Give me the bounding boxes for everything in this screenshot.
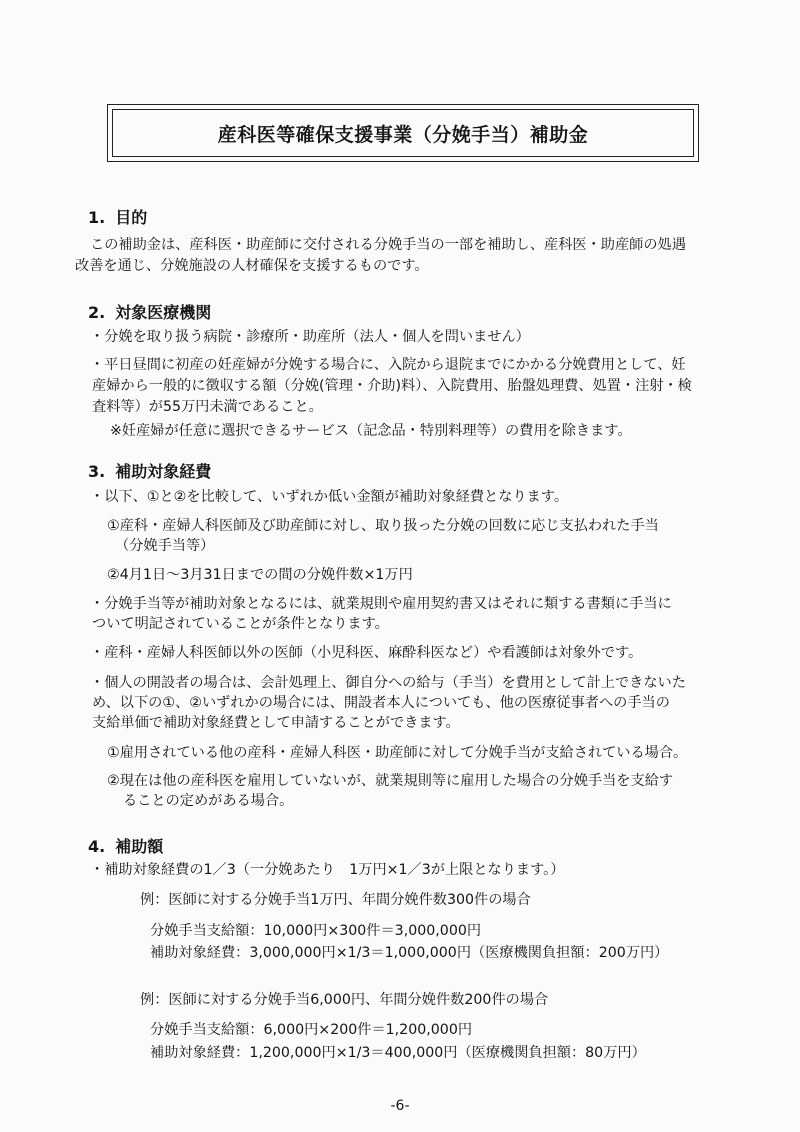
- section-3-bullet-4-line-2: め、以下の①、②いずれかの場合には、開設者本人についても、他の医療従事者への手当の: [92, 695, 670, 711]
- section-3-case-2-line-2: ることの定めがある場合。: [123, 793, 294, 809]
- example-2-title: 例：医師に対する分娩手当6,000円、年間分娩件数200件の場合: [140, 992, 549, 1008]
- section-1-body-line-1: この補助金は、産科医・助産師に交付される分娩手当の一部を補助し、産科医・助産師の処遇: [90, 237, 686, 253]
- section-3-bullet-2-line-1: ・分娩手当等が補助対象となるには、就業規則や雇用契約書又はそれに類する書類に手当に: [90, 596, 672, 612]
- page-number: -6-: [390, 1098, 410, 1114]
- section-3-bullet-3: ・産科・産婦人科医師以外の医師（小児科医、麻酔科医など）や看護師は対象外です。: [90, 645, 643, 661]
- section-4-heading: 4. 補助額: [88, 837, 164, 856]
- section-2-bullet-2-line-2: 産婦から一般的に徴収する額（分娩(管理・介助)料）、入院費用、胎盤処理費、処置・注射・検: [92, 378, 692, 394]
- section-3-item-2: ②4月1日～3月31日までの間の分娩件数×1万円: [107, 567, 413, 583]
- title-box: [107, 104, 699, 162]
- section-2-bullet-2-line-1: ・平日昼間に初産の妊産婦が分娩する場合に、入院から退院までにかかる分娩費用として、妊: [90, 357, 686, 373]
- section-2-bullet-2-line-3: 査料等）が55万円未満であること。: [92, 399, 323, 415]
- section-2-note: ※妊産婦が任意に選択できるサービス（記念品・特別料理等）の費用を除きます。: [110, 423, 632, 439]
- section-3-case-2-line-1: ②現在は他の産科医を雇用していないが、就業規則等に雇用した場合の分娩手当を支給す: [107, 773, 674, 789]
- section-3-bullet-4-line-3: 支給単価で補助対象経費として申請することができます。: [92, 715, 460, 731]
- section-3-case-1: ①雇用されている他の産科・産婦人科医・助産師に対して分娩手当が支給されている場合。: [107, 745, 688, 761]
- section-1-body-line-2: 改善を通じ、分娩施設の人材確保を支援するものです。: [75, 258, 429, 274]
- page-title: 産科医等確保支援事業（分娩手当）補助金: [112, 109, 694, 157]
- section-3-heading: 3. 補助対象経費: [88, 462, 212, 481]
- section-2-heading: 2. 対象医療機関: [88, 303, 212, 322]
- example-1-line-1: 分娩手当支給額：10,000円×300件＝3,000,000円: [150, 923, 482, 939]
- section-2-bullet-1: ・分娩を取り扱う病院・診療所・助産所（法人・個人を問いません）: [90, 329, 530, 345]
- example-2-line-2: 補助対象経費：1,200,000円×1/3＝400,000円（医療機関負担額：80万円）: [150, 1045, 646, 1061]
- section-3-bullet-2-line-2: ついて明記されていることが条件となります。: [92, 616, 389, 632]
- section-1-heading: 1. 目的: [88, 208, 148, 227]
- section-3-item-1-line-1: ①産科・産婦人科医師及び助産師に対し、取り扱った分娩の回数に応じ支払われた手当: [107, 518, 659, 534]
- section-3-item-1-line-2: （分娩手当等）: [115, 538, 215, 554]
- example-2-line-1: 分娩手当支給額：6,000円×200件＝1,200,000円: [150, 1022, 473, 1038]
- section-4-bullet-1: ・補助対象経費の1／3（一分娩あたり 1万円×1／3が上限となります。）: [90, 862, 565, 878]
- example-1-line-2: 補助対象経費：3,000,000円×1/3＝1,000,000円（医療機関負担額：200万円）: [150, 945, 669, 961]
- section-3-bullet-4-line-1: ・個人の開設者の場合は、会計処理上、御自分への給与（手当）を費用として計上できないた: [90, 675, 686, 691]
- section-3-bullet-1: ・以下、①と②を比較して、いずれか低い金額が補助対象経費となります。: [90, 489, 569, 505]
- example-1-title: 例：医師に対する分娩手当1万円、年間分娩件数300件の場合: [140, 892, 531, 908]
